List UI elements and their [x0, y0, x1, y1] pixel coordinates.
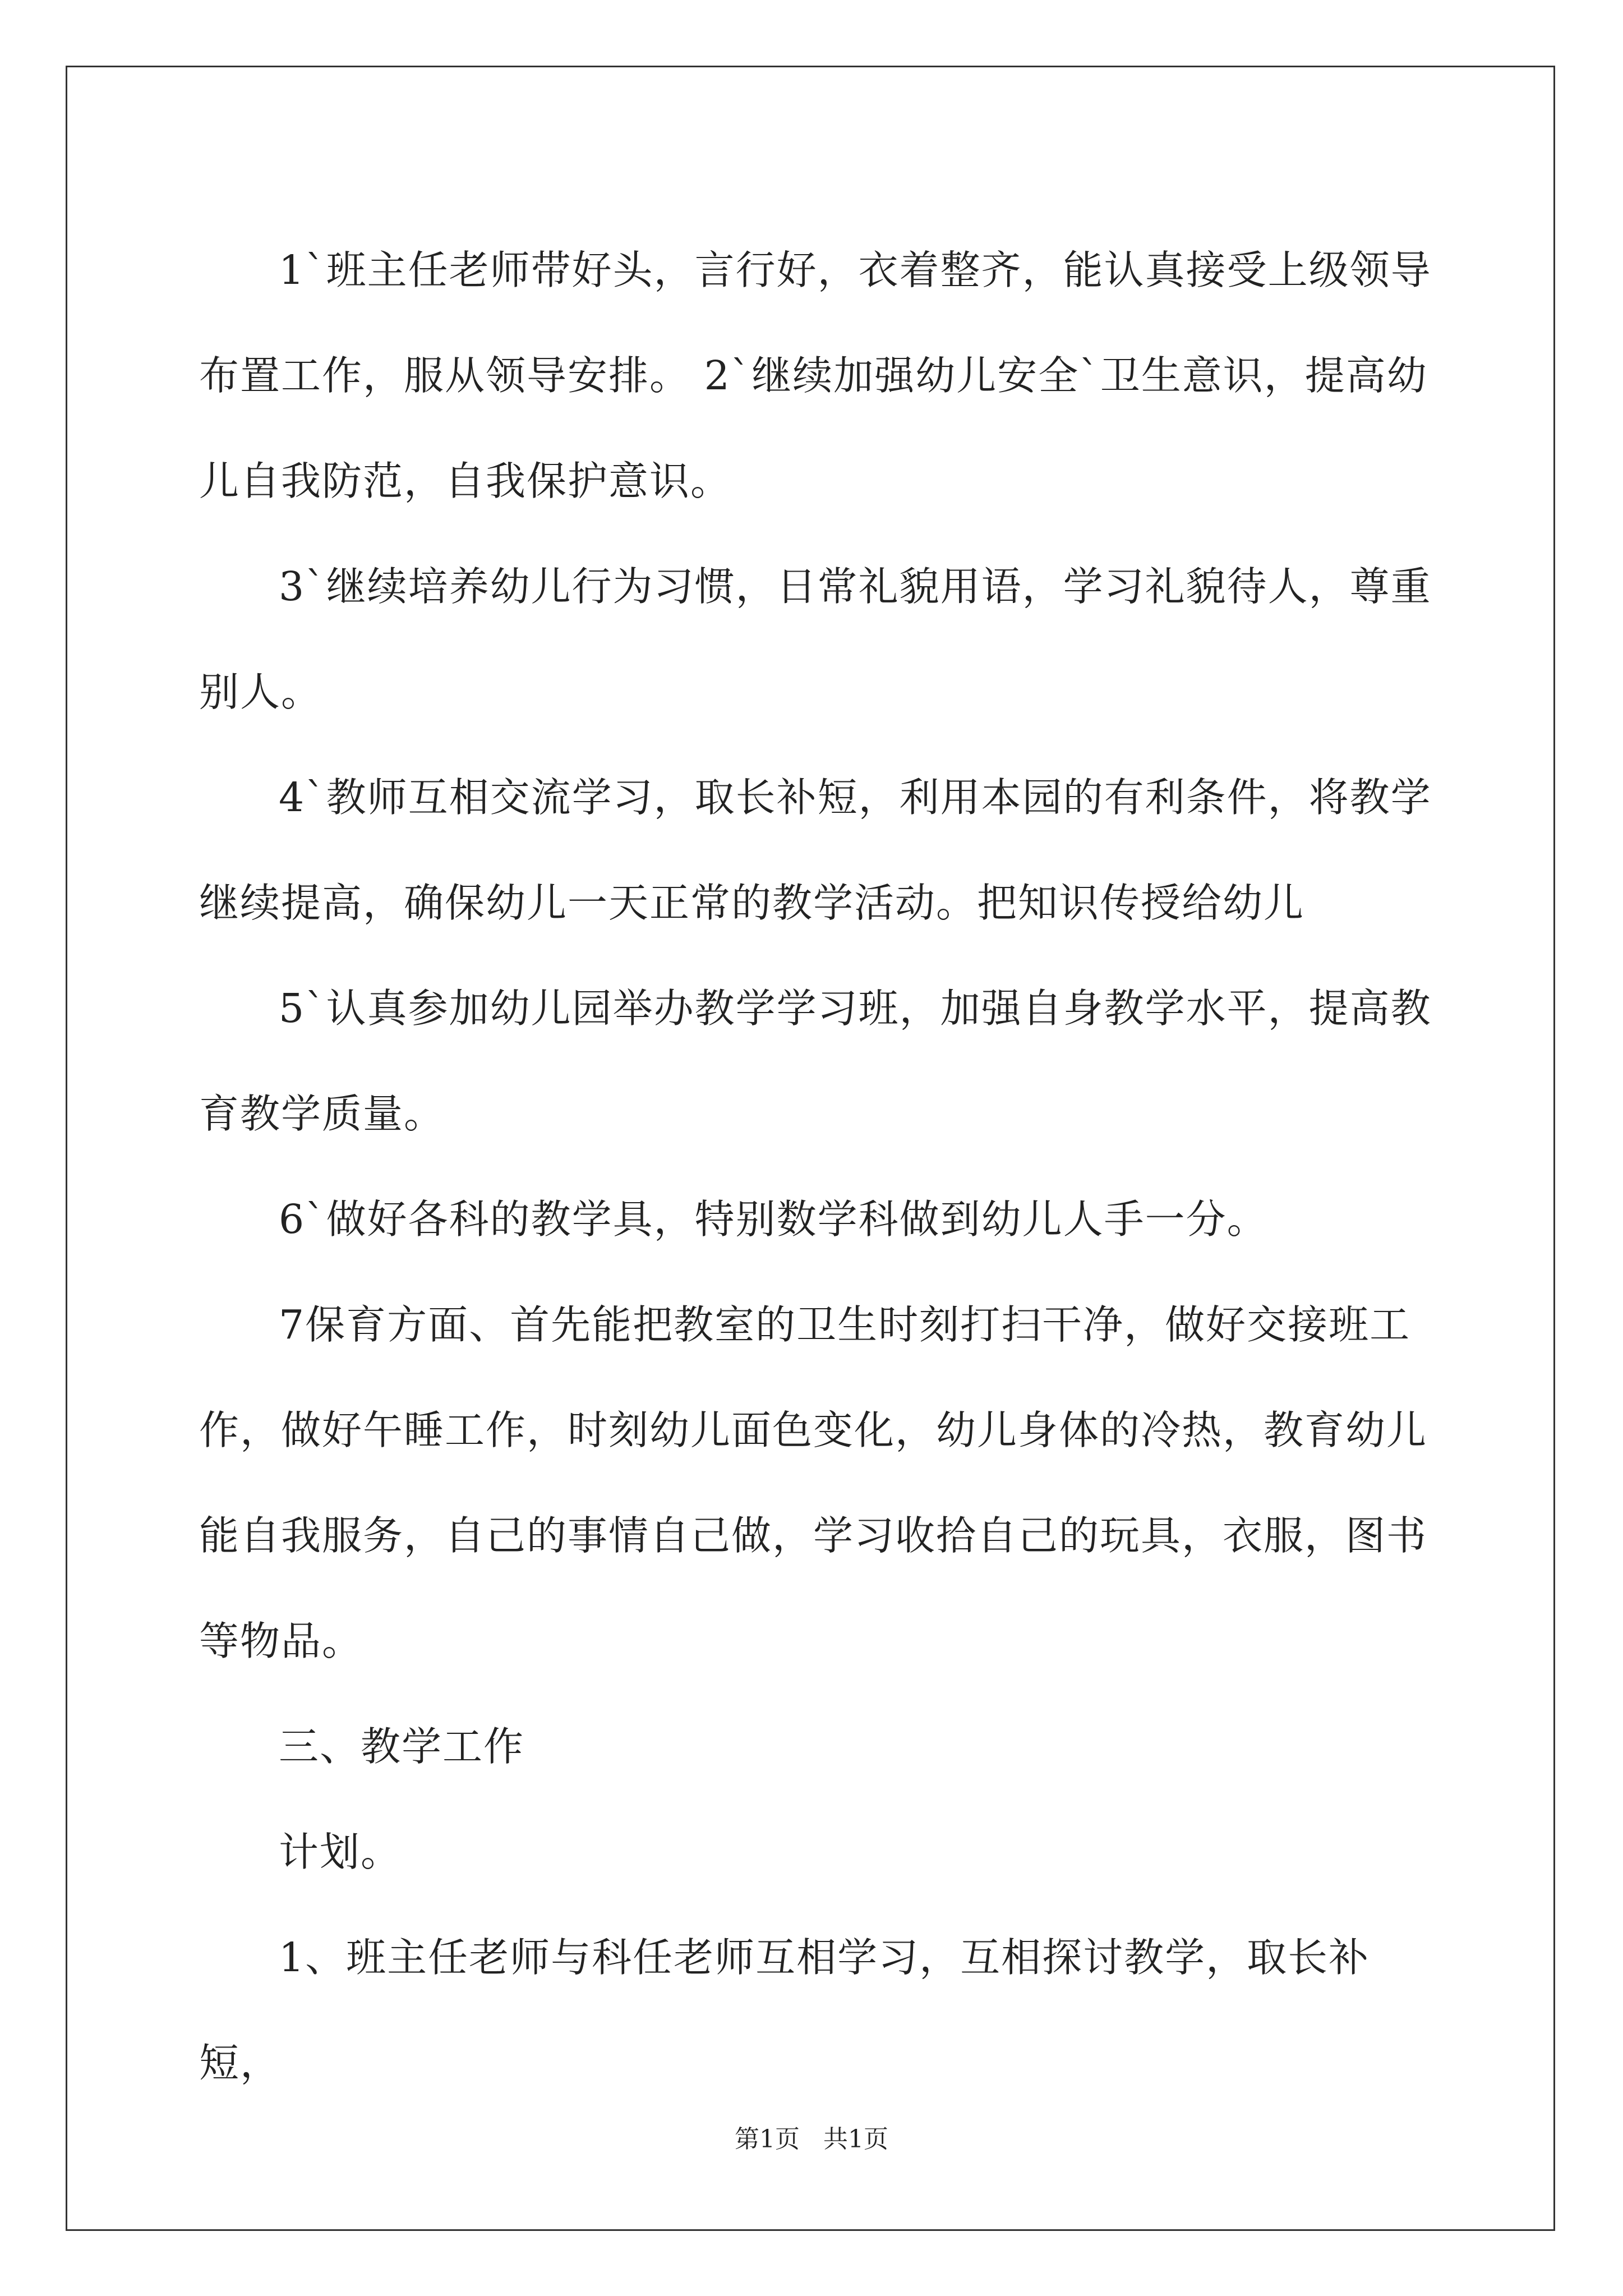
page-footer — [0, 2119, 1623, 2155]
paragraph-5: 6`做好各科的教学具，特别数学科做到幼儿人手一分。 — [279, 1196, 1268, 1243]
paragraph-1: 1`班主任老师带好头，言行好，衣着整齐，能认真接受上级领导布置工作，服从领导安排。 2`继续加强幼儿安全`卫生意识，提高幼儿自我防范，自我保护意识。 — [199, 247, 1432, 504]
section-heading: 三、教学工作 — [279, 1723, 525, 1770]
paragraph-7: 1、班主任老师与科任老师互相学习，互相探讨教学，取长补短， — [199, 1934, 1370, 2086]
page-number-current: 第1页 — [735, 2125, 800, 2154]
paragraph-plan: 计划。 — [279, 1829, 402, 1875]
page-number-total: 共1页 — [823, 2125, 888, 2154]
paragraph-3: 4`教师互相交流学习，取长补短，利用本园的有利条件，将教学继续提高，确保幼儿一天正常的教学活动。把知识传授给幼儿 — [199, 774, 1432, 926]
paragraph-4: 5`认真参加幼儿园举办教学学习班，加强自身教学水平，提高教育教学质量。 — [199, 985, 1432, 1137]
paragraph-6: 7保育方面、首先能把教室的卫生时刻打扫干净，做好交接班工作，做好午睡工作，时刻幼儿面色变化，幼儿身体的冷热，教育幼儿能自我服务，自己的事情自己做，学习收拾自己的玩具，衣服，图书等物品。 — [199, 1301, 1428, 1664]
document-body — [199, 218, 1433, 2116]
paragraph-2: 3`继续培养幼儿行为习惯，日常礼貌用语，学习礼貌待人，尊重别人。 — [199, 563, 1432, 715]
